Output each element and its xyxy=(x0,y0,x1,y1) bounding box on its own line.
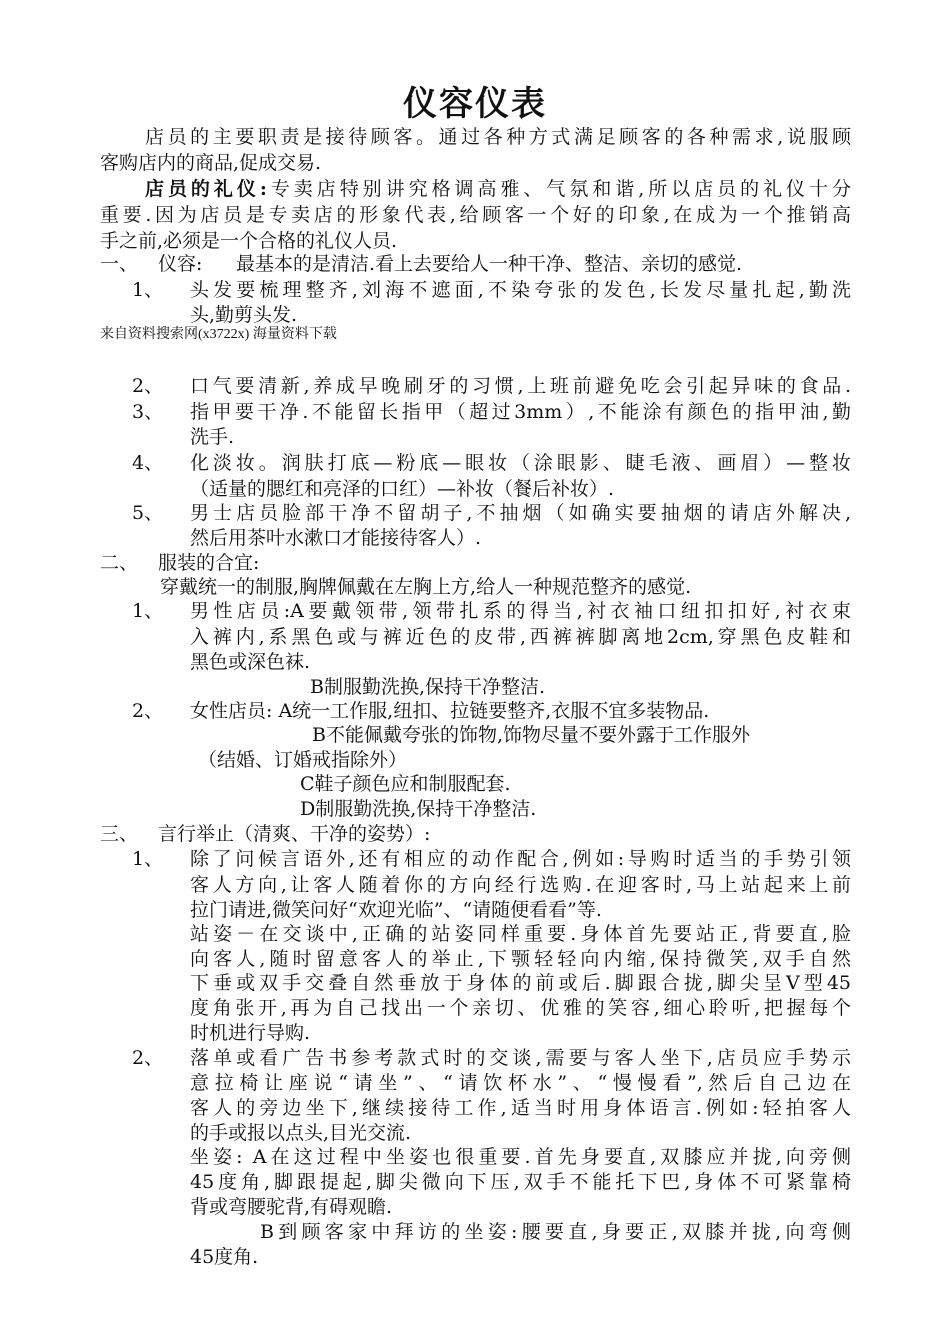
female-point-a: 女性店员: A统一工作服,纽扣、拉链要整齐,衣服不宜多装物品. xyxy=(190,700,710,722)
etiquette-line-1: 店员的礼仪:专卖店特别讲究格调高雅、气氛和谐,所以店员的礼仪十分 xyxy=(145,178,851,200)
item-line: 客人方向,让客人随着你的方向经行选购.在迎客时,马上站起来上前 xyxy=(190,874,851,896)
item-line: 拉门请进,微笑问好“欢迎光临”、“请随便看看”等. xyxy=(190,899,602,921)
standing-line: 下垂或双手交叠自然垂放于身体的前或后.脚跟合拢,脚尖呈V型45 xyxy=(190,972,851,994)
item-line: 男士店员脸部干净不留胡子,不抽烟（如确实要抽烟的请店外解决, xyxy=(190,502,851,524)
item-line: 黑色或深色袜. xyxy=(190,651,311,673)
item-line: 落单或看广告书参考款式时的交谈,需要与客人坐下,店员应手势示 xyxy=(190,1047,851,1069)
item-line: 头,勤剪头发. xyxy=(190,304,298,326)
section-2-intro: 穿戴统一的制服,胸牌佩戴在左胸上方,给人一种规范整齐的感觉. xyxy=(160,576,692,598)
female-point-d: D制服勤洗换,保持干净整洁. xyxy=(300,798,537,820)
sitting-point-b: B到顾客家中拜访的坐姿:腰要直,身要正,双膝并拢,向弯侧 xyxy=(260,1221,851,1243)
male-point-b: B制服勤洗换,保持干净整洁. xyxy=(310,676,546,698)
item-line: 口气要清新,养成早晚刷牙的习惯,上班前避免吃会引起异味的食品. xyxy=(190,375,851,397)
etiquette-line-2: 重要.因为店员是专卖店的形象代表,给顾客一个好的印象,在成为一个推销高 xyxy=(100,204,851,226)
source-note: 来自资料搜索网(x3722x) 海量资料下载 xyxy=(100,327,337,342)
intro-line-1: 店员的主要职责是接待顾客。通过各种方式满足顾客的各种需求,说服顾 xyxy=(145,126,851,148)
item-number: 1、 xyxy=(132,848,164,870)
item-line: 除了问候言语外,还有相应的动作配合,例如:导购时适当的手势引领 xyxy=(190,848,851,870)
item-line: 入裤内,系黑色或与裤近色的皮带,西裤裤脚离地2cm,穿黑色皮鞋和 xyxy=(190,626,851,648)
item-number: 4、 xyxy=(132,452,164,474)
item-number: 1、 xyxy=(132,600,164,622)
item-line: 头发要梳理整齐,刘海不遮面,不染夸张的发色,长发尽量扎起,勤洗 xyxy=(190,279,851,301)
item-line: 洗手. xyxy=(190,426,235,448)
section-1-number: 一、 xyxy=(100,253,139,275)
female-point-b: B不能佩戴夸张的饰物,饰物尽量不要外露于工作服外 xyxy=(312,724,751,746)
item-line: 客人的旁边坐下,继续接待工作,适当时用身体语言.例如:轻拍客人 xyxy=(190,1097,851,1119)
section-3-heading: 言行举止（清爽、干净的姿势）: xyxy=(158,823,431,845)
page-title: 仪容仪表 xyxy=(403,84,547,124)
item-line: 指甲要干净.不能留长指甲（超过3mm）,不能涂有颜色的指甲油,勤 xyxy=(190,401,851,423)
item-number: 2、 xyxy=(132,700,164,722)
item-line: 的手或报以点头,目光交流. xyxy=(190,1122,412,1144)
item-number: 3、 xyxy=(132,401,164,423)
section-1-text: 最基本的是清洁.看上去要给人一种干净、整洁、亲切的感觉. xyxy=(236,253,743,275)
sitting-point-b: 45度角. xyxy=(190,1246,259,1268)
etiquette-label: 店员的礼仪: xyxy=(145,178,267,200)
section-2-number: 二、 xyxy=(100,552,139,574)
item-line: （适量的腮红和亮泽的口红）—补妆（餐后补妆）. xyxy=(190,478,615,500)
female-point-b-note: （结婚、订婚戒指除外） xyxy=(198,749,408,771)
item-line: 然后用茶叶水漱口才能接待客人）. xyxy=(190,527,482,549)
section-2-heading: 服装的合宜: xyxy=(158,552,260,574)
item-number: 2、 xyxy=(132,375,164,397)
sitting-line: 背或弯腰驼背,有碍观瞻. xyxy=(190,1196,393,1218)
item-number: 5、 xyxy=(132,502,164,524)
etiquette-line-3: 手之前,必须是一个合格的礼仪人员. xyxy=(100,230,398,252)
intro-line-2: 客购店内的商品,促成交易. xyxy=(100,152,322,174)
section-1-heading: 仪容: xyxy=(158,253,203,275)
item-line: 男性店员:A要戴领带,领带扎系的得当,衬衣袖口纽扣扣好,衬衣束 xyxy=(190,600,851,622)
item-line: 化淡妆。润肤打底—粉底—眼妆（涂眼影、睫毛液、画眉）—整妆 xyxy=(190,452,851,474)
sitting-line: 45度角,脚跟提起,脚尖微向下压,双手不能托下巴,身体不可紧靠椅 xyxy=(190,1171,851,1193)
sitting-line: 坐姿: A在这过程中坐姿也很重要.首先身要直,双膝应并拢,向旁侧 xyxy=(190,1146,851,1168)
standing-line: 时机进行导购. xyxy=(190,1022,311,1044)
standing-line: 度角张开,再为自己找出一个亲切、优雅的笑容,细心聆听,把握每个 xyxy=(190,997,851,1019)
female-point-c: C鞋子颜色应和制服配套. xyxy=(300,773,511,795)
section-3-number: 三、 xyxy=(100,823,139,845)
standing-line: 向客人,随时留意客人的举止,下颚轻轻向内缩,保持微笑,双手自然 xyxy=(190,948,851,970)
standing-line: 站姿－在交谈中,正确的站姿同样重要.身体首先要站正,背要直,脸 xyxy=(190,923,851,945)
item-number: 2、 xyxy=(132,1047,164,1069)
item-number: 1、 xyxy=(132,279,164,301)
item-line: 意拉椅让座说“请坐”、“请饮杯水”、“慢慢看”,然后自己边在 xyxy=(190,1072,851,1094)
